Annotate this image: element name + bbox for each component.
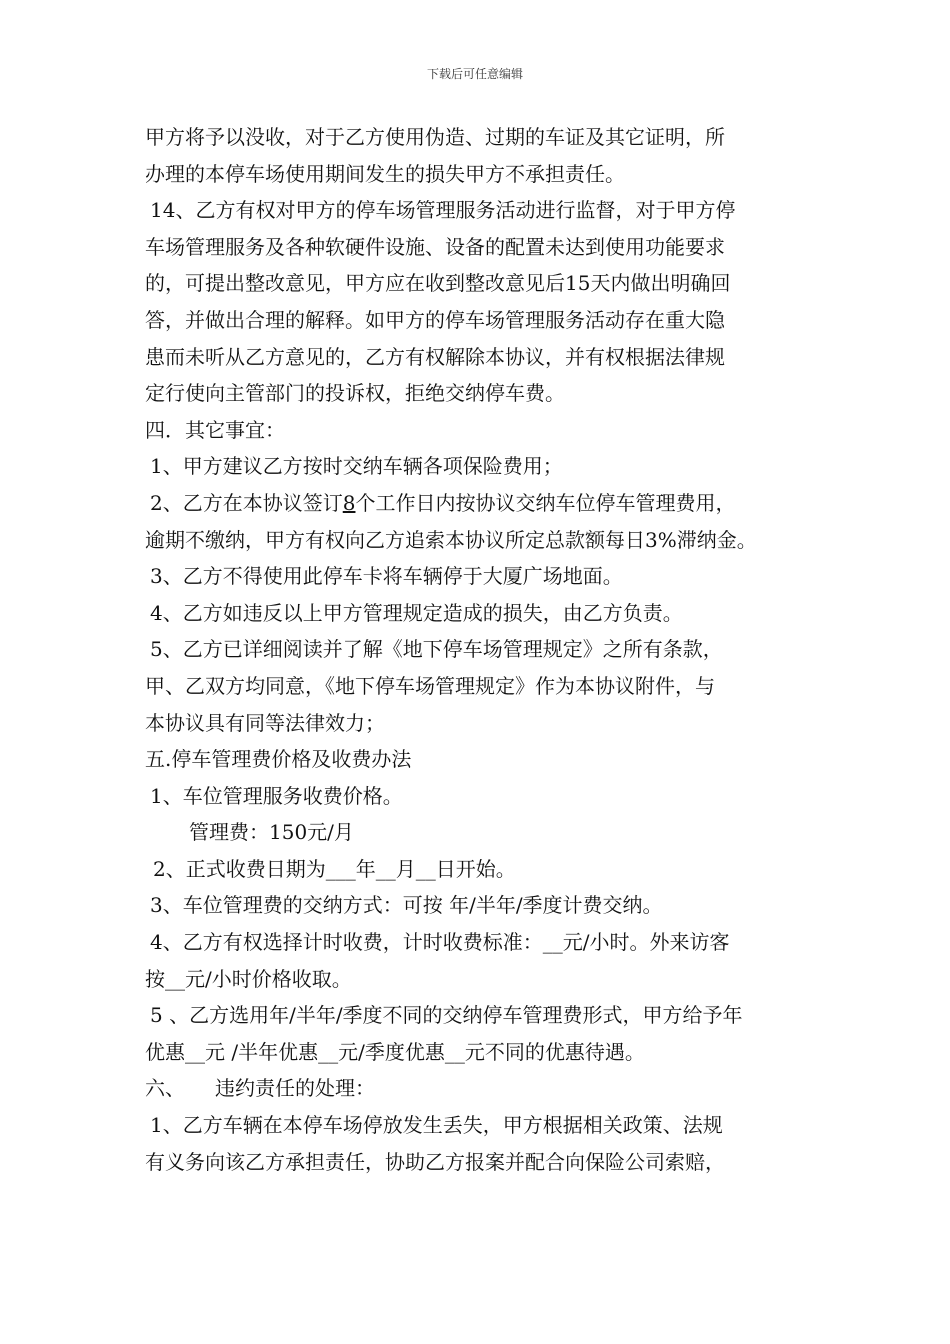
page-header: 下载后可任意编辑 bbox=[426, 67, 523, 81]
clause-line: 1、车位管理服务收费价格。 bbox=[150, 783, 403, 808]
paragraph-line: 车场管理服务及各种软硬件设施、设备的配置未达到使用功能要求 bbox=[145, 234, 725, 259]
paragraph-line: 逾期不缴纳，甲方有权向乙方追索本协议所定总款额每日3%滞纳金。 bbox=[145, 527, 757, 552]
paragraph-line: 有义务向该乙方承担责任，协助乙方报案并配合向保险公司索赔， bbox=[145, 1149, 725, 1174]
clause-14-line: 14、乙方有权对甲方的停车场管理服务活动进行监督，对于甲方停 bbox=[150, 198, 736, 223]
clause-line: 1、甲方建议乙方按时交纳车辆各项保险费用； bbox=[150, 454, 563, 479]
clause-line: 5、乙方已详细阅读并了解《地下停车场管理规定》之所有条款， bbox=[150, 637, 723, 662]
clause-text: 个工作日内按协议交纳车位停车管理费用， bbox=[355, 490, 736, 515]
clause-line: 4、乙方有权选择计时收费，计时收费标准：__元/小时。外来访客 bbox=[150, 930, 730, 955]
paragraph-line: 甲方将予以没收，对于乙方使用伪造、过期的车证及其它证明，所 bbox=[145, 125, 725, 149]
section-heading-4: 四．其它事宜： bbox=[145, 417, 285, 442]
section-number: 六、 bbox=[145, 1076, 185, 1101]
underlined-days: 8 bbox=[342, 490, 356, 515]
clause-line: 4、乙方如违反以上甲方管理规定造成的损失，由乙方负责。 bbox=[150, 600, 683, 625]
section-title: 违约责任的处理： bbox=[215, 1076, 375, 1101]
paragraph-line: 优惠__元 /半年优惠__元/季度优惠__元不同的优惠待遇。 bbox=[145, 1039, 645, 1064]
paragraph-line: 患而未听从乙方意见的，乙方有权解除本协议，并有权根据法律规 bbox=[145, 344, 725, 369]
clause-line: 3、乙方不得使用此停车卡将车辆停于大厦广场地面。 bbox=[150, 564, 623, 589]
clause-text: 2、乙方在本协议签订 bbox=[150, 490, 343, 515]
section-heading-5: 五.停车管理费价格及收费办法 bbox=[145, 747, 412, 772]
management-fee-line: 管理费：150元/月 bbox=[189, 820, 354, 845]
clause-line bbox=[145, 485, 813, 522]
clause-line: 1、乙方车辆在本停车场停放发生丢失，甲方根据相关政策、法规 bbox=[150, 1113, 723, 1138]
paragraph-line: 答，并做出合理的解释。如甲方的停车场管理服务活动存在重大隐 bbox=[145, 307, 725, 332]
paragraph-line: 的，可提出整改意见，甲方应在收到整改意见后15天内做出明确回 bbox=[145, 271, 731, 296]
clause-line: 3、车位管理费的交纳方式：可按 年/半年/季度计费交纳。 bbox=[150, 893, 663, 918]
paragraph-line: 办理的本停车场使用期间发生的损失甲方不承担责任。 bbox=[145, 161, 625, 186]
clause-line: 2、正式收费日期为___年__月__日开始。 bbox=[153, 856, 516, 881]
paragraph-line: 按__元/小时价格收取。 bbox=[145, 966, 352, 991]
paragraph-line: 本协议具有同等法律效力； bbox=[145, 710, 385, 735]
paragraph-line: 定行使向主管部门的投诉权，拒绝交纳停车费。 bbox=[145, 381, 565, 406]
clause-line: 5 、乙方选用年/半年/季度不同的交纳停车管理费形式，甲方给予年 bbox=[150, 1003, 743, 1028]
document-body bbox=[145, 119, 813, 1180]
paragraph-line: 甲、乙双方均同意，《地下停车场管理规定》作为本协议附件，与 bbox=[145, 673, 715, 698]
section-heading-6 bbox=[145, 1070, 813, 1107]
